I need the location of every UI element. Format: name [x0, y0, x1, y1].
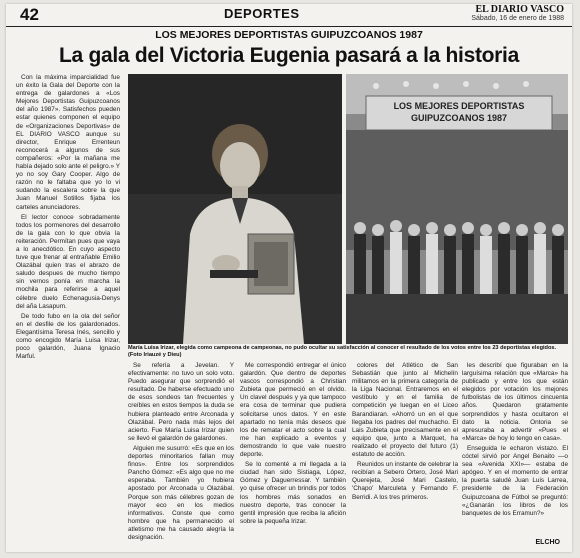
intro-paragraph: El lector conoce sobradamente todos los pormenores del desarrollo de la gala con lo que obvia la reiteración. Permítan pues que vaya a lo anecdótico. En cuyo aspecto tuve que frenar al entrañable Emilio Olazábal quien tras el abrazo de saludo despues de mucho tiempo sin vernos ponía en marcha la mochila para referirse a aquel célebre duelo Echenagusia-Denys del aña Lasapum. — [16, 213, 120, 310]
column-paragraph: Me correspondió entregar el único galardón. Que dentro de deportes vascos correspondió a Christian Zubieta que permeció en el olvido. Un clavel después y ya que tampoco era cosa de terminar que pudiera solicitarse unos datos. Y en este apartado no tenía más deseos que los de rematar el acto sobre la cual me han explicado a eventos y demostrando lo que vale nuestro deporte. — [240, 362, 346, 459]
newspaper-name: EL DIARIO VASCO — [475, 4, 564, 15]
article-column — [462, 362, 568, 546]
column-paragraph: les describí que figuraban en la larguísima relación que «Marca» ha publicado y entre los que están elegidos por votación los mejores futbolistas de los últimos cincuenta años. Quedaron gratamente sorprendidos y hasta ocultaron el dato la noticia. Ontoria se apresuraba a advertir «Pues el «Marca» de hoy lo tengo en casa». — [462, 362, 568, 442]
section-title: DEPORTES — [224, 6, 300, 21]
page-header — [6, 4, 572, 27]
intro-paragraph: De todo fubo en la ola del señor en el desfile de los galardonados. Elegantísima Teresa Inés, sencillo y como encogido María Luisa Irizar, poco galardón, Juana Ignacio Marful. — [16, 312, 120, 361]
athlete-photo-illustration — [128, 74, 342, 344]
author-signature: ELCHO — [535, 539, 560, 546]
column-paragraph: Alguien me susurró: «Es que en los deportes minoritarios fallan muy finos». Entre los sorprendidos Pancho Gómez: «Es algo que no me esperaba. También yo hubiera apostado por Arconada u Olazábal. Porque son más célebres gozan de mayor eco en los medios informativos. Conste que como hombre que ha permanecido el atletismo me ha causado alegría la designación. — [128, 444, 234, 541]
issue-date: Sábado, 16 de enero de 1988 — [471, 15, 564, 22]
article-headline: La gala del Victoria Eugenia pasará a la historia — [59, 44, 519, 67]
intro-paragraph: Con la máxima imparcialidad fue un éxito la Gala del Deporte con la entrega de galardones a «Los Mejores Deportistas Guipuzcoanos del año 1987». Satisfechos pueden estar quienes componen el equipo de «Organizaciones Deportivas» de EL DIARIO VASCO aunque su director, Enrique Errenteun reconocerá a algunos de sus compañeros: «Por la mañana me había dejado solo ante el peligro.» Y yo no soy Gary Cooper. Algo de razón no le faltaba que yo lo vi sudando la escalera sobre la que Juan Manuel Sotillos fijaba los carteles anunciadores. — [16, 74, 120, 211]
newspaper-page — [6, 4, 572, 552]
column-paragraph: Se refería a Jevelan. Y efectivamente: no tuvo un solo voto. Puedo asegurar que sorprendió el resultado. De haberse efectuado uno de esos sondeos tan frecuentes y creíbles en estos tiempos la duda se hubiera planteado entre Arconada y Olazábal. Pero nada más lejos del acierto. Fue María Luisa Irizar quien se llevó el galardón de galardones. — [128, 362, 234, 442]
article-column — [128, 362, 234, 546]
article-column — [240, 362, 346, 546]
article-column — [352, 362, 458, 546]
banner-text: LOS MEJORES DEPORTISTAS GUIPUZCOANOS 1987 — [393, 101, 525, 123]
column-paragraph: Enseguida le echaron vistazo. El cóctel sirvió por Angel Benaito —o sea «Avenida XXI»— estaba de apógeo. Y en el momento de entrar la puerta saludé Juan Luis Larrea, presidente de la Federación Guipuzcoana de Fútbol se preguntó: «¿Ganarán los libros de los banquetes de los Erramun?» — [462, 444, 568, 517]
intro-column — [16, 74, 120, 540]
column-paragraph: Se lo comenté a mi llegada a la ciudad han sido Sistiaga, López, Gómez y Daguerressar. Y también yo quise ofrecer un brindis por todos los hombres más sonados en nuestro deporte, tras conocer la gentil impresión que reciba la afición sobre la pequeña Irizar. — [240, 461, 346, 525]
page-number: 42 — [20, 5, 39, 24]
column-paragraph: Reunidos un instante de celebrar la recibían a Sebero Ortero, José Mari Querejeta, José Mari Castelo, 'Chapo' Marculeta y Fernando F. Berridi. A los tres primeros. — [352, 461, 458, 501]
athlete-photo — [128, 74, 342, 344]
photo-caption: María Luisa Irizar, elegida como campeona de campeonas, no pudo ocultar su satisfacción al conocer el resultado de los votos entre los 23 deportistas elegidos. (Foto Iriauzé y Dieu) — [128, 345, 557, 358]
column-paragraph: colores del Atlético de San Sebastián que junto al Michelín militamos en la primera categoría de la Liga Nacional. Entraremos en el vestíbulo y en el familia de competición ye luegan en el Liceo Barandiaran. «Ahorró un en el que llegaba los padres del muchacho. El Lais Zubieta que precisamente en el equipo que, junto a Marquet, ha realizado el proyecto del futuro (1) estatuto de acción. — [352, 362, 458, 459]
ceremony-photo — [346, 74, 568, 344]
article-kicker: LOS MEJORES DEPORTISTAS GUIPUZCOANOS 1987 — [155, 29, 423, 41]
